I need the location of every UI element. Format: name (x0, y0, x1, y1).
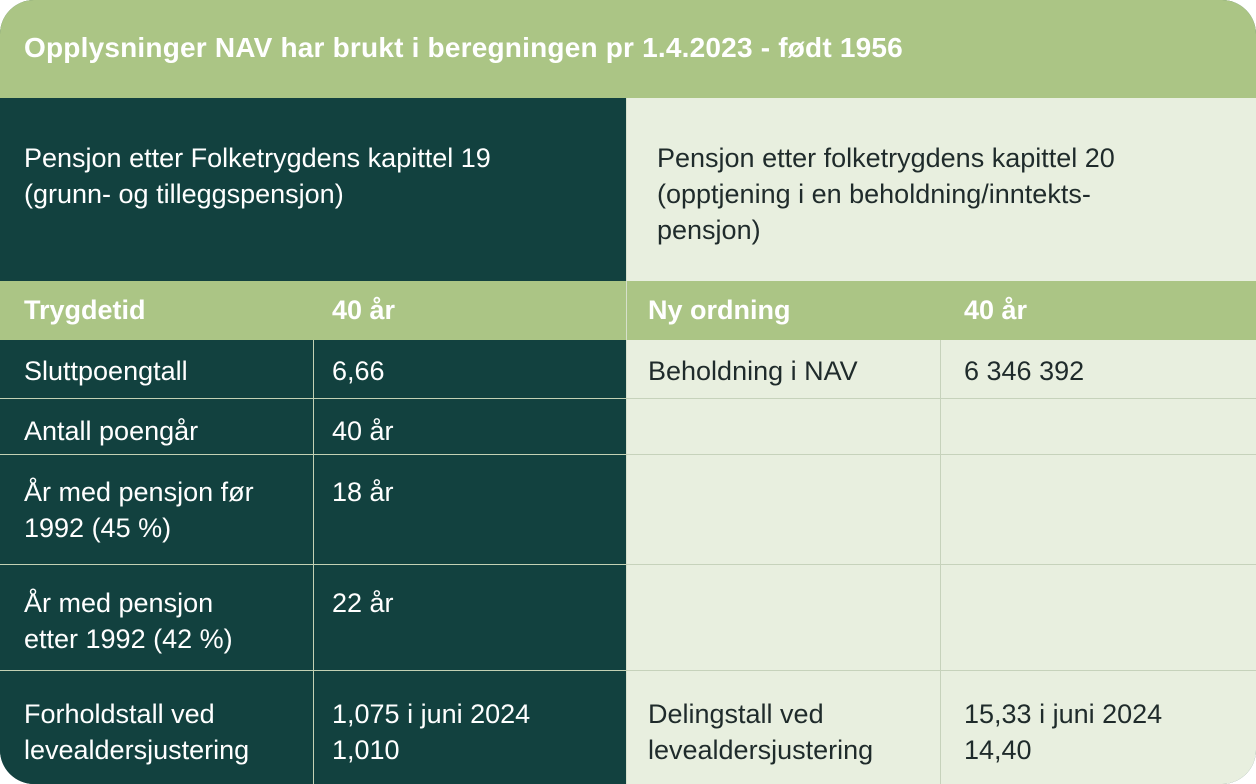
row-divider (0, 454, 627, 455)
row-value: 1,075 i juni 2024 (332, 699, 531, 729)
row-label: 1992 (45 %) (24, 513, 172, 543)
card-title: Opplysninger NAV har brukt i beregningen pr 1.4.2023 - født 1956 (24, 32, 903, 63)
row-value: 6,66 (332, 356, 385, 386)
chapter-19-heading-line1: Pensjon etter Folketrygdens kapittel 19 (24, 143, 491, 173)
row-value: 6 346 392 (964, 356, 1085, 386)
panel-divider (626, 98, 627, 784)
row-value: 22 år (332, 588, 394, 618)
row-label: År med pensjon før (24, 477, 254, 507)
ny-ordning-value: 40 år (964, 295, 1028, 325)
subheader-bar (0, 281, 1256, 340)
chapter-20-heading-line2: (opptjening i en beholdning/inntekts- (657, 179, 1091, 209)
row-divider (627, 564, 1256, 565)
row-label: Beholdning i NAV (648, 356, 858, 386)
chapter-20-heading-line3: pensjon) (657, 215, 761, 245)
row-label: Antall poengår (24, 416, 199, 446)
ny-ordning-label: Ny ordning (648, 295, 791, 325)
chapter-19-heading-line2: (grunn- og tilleggspensjon) (24, 179, 344, 209)
row-label: Forholdstall ved (24, 699, 215, 729)
row-divider (0, 564, 627, 565)
row-label: levealdersjustering (24, 735, 250, 765)
row-divider (627, 454, 1256, 455)
chapter-20-heading-line1: Pensjon etter folketrygdens kapittel 20 (657, 143, 1115, 173)
row-divider (0, 398, 627, 399)
row-label: levealdersjustering (648, 735, 874, 765)
row-value: 1,010 (332, 735, 400, 765)
row-value: 15,33 i juni 2024 (964, 699, 1163, 729)
trygdetid-value: 40 år (332, 295, 396, 325)
row-divider (627, 398, 1256, 399)
row-value: 40 år (332, 416, 394, 446)
left-column-divider (313, 340, 314, 784)
row-label: Delingstall ved (648, 699, 824, 729)
row-divider (627, 670, 1256, 671)
right-column-divider (940, 340, 941, 784)
row-divider (0, 670, 627, 671)
row-label: Sluttpoengtall (24, 356, 188, 386)
row-label: etter 1992 (42 %) (24, 624, 233, 654)
trygdetid-label: Trygdetid (24, 295, 146, 325)
row-value: 14,40 (964, 735, 1032, 765)
row-label: År med pensjon (24, 588, 214, 618)
row-value: 18 år (332, 477, 394, 507)
